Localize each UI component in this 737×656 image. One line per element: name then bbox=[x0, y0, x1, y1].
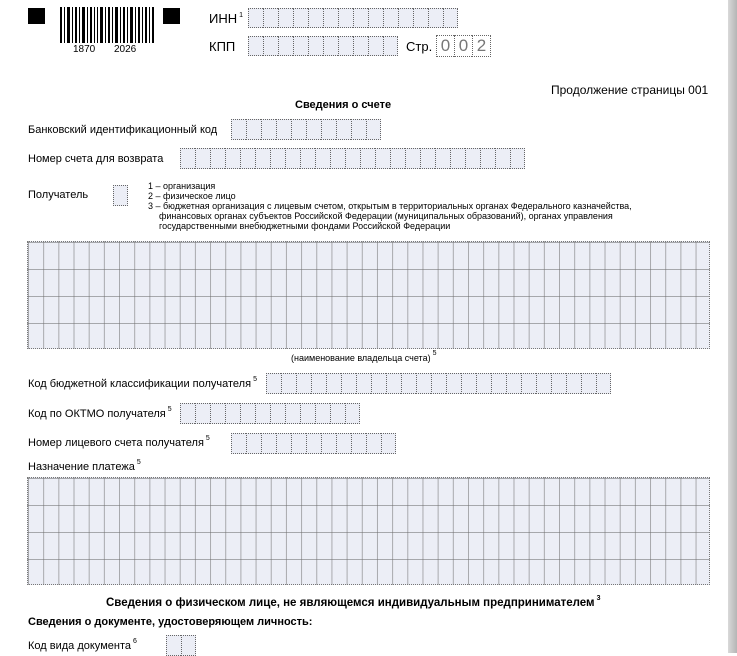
personal-account-field[interactable] bbox=[231, 433, 396, 453]
personal-account-label: Номер лицевого счета получателя $^5$ bbox=[28, 435, 210, 449]
account-number-label: Номер счета для возврата bbox=[28, 153, 164, 165]
account-number-field[interactable] bbox=[180, 148, 525, 168]
section-title-account: Сведения о счете bbox=[295, 99, 392, 111]
kbk-label: Код бюджетной классификации получателя $^5$ bbox=[28, 376, 257, 390]
recipient-field[interactable] bbox=[113, 185, 128, 205]
page-digit: 0 bbox=[436, 35, 454, 57]
recipient-label: Получатель bbox=[28, 189, 89, 201]
barcode-icon bbox=[60, 7, 154, 43]
barcode-number-left: 1870 bbox=[73, 44, 96, 55]
recipient-option-3: 3 – бюджетная организация с лицевым счетом, открытым в территориальных органах Федерального казначейства, bbox=[148, 201, 632, 211]
document-subtitle: Сведения о документе, удостоверяющем личность: bbox=[28, 616, 313, 628]
purpose-label: Назначение платежа $^5$ bbox=[28, 459, 141, 473]
inn-field[interactable] bbox=[248, 8, 458, 28]
doc-type-label: Код вида документа $^6$ bbox=[28, 638, 137, 652]
recipient-option-1: 1 – организация bbox=[148, 181, 216, 191]
inn-label: ИНН $^1$ bbox=[209, 11, 244, 26]
kbk-field[interactable] bbox=[266, 373, 611, 393]
page-edge-shadow bbox=[728, 0, 737, 653]
page-number-field bbox=[436, 35, 491, 57]
recipient-option-3-cont: государственными внебюджетными фондами Российской Федерации bbox=[159, 221, 451, 231]
page-label: Стр. bbox=[406, 39, 433, 54]
owner-caption: (наименование владельца счета) $^5$ bbox=[291, 350, 437, 363]
owner-name-field[interactable] bbox=[27, 241, 710, 349]
page-digit: 0 bbox=[454, 35, 472, 57]
section-title-person: Сведения о физическом лице, не являющемся индивидуальным предпринимателем $^3$ bbox=[106, 595, 601, 609]
kpp-field[interactable] bbox=[248, 36, 398, 56]
recipient-option-2: 2 – физическое лицо bbox=[148, 191, 236, 201]
recipient-options bbox=[148, 181, 632, 231]
bik-label: Банковский идентификационный код bbox=[28, 124, 218, 136]
bik-field[interactable] bbox=[231, 119, 381, 139]
page-digit: 2 bbox=[472, 35, 491, 57]
oktmo-label: Код по ОКТМО получателя $^5$ bbox=[28, 406, 172, 420]
kpp-label: КПП bbox=[209, 39, 236, 54]
continuation-text: Продолжение страницы 001 bbox=[551, 83, 709, 97]
oktmo-field[interactable] bbox=[180, 403, 360, 423]
recipient-option-3-cont: финансовых органах субъектов Российской Федерации (муниципальных образований), органах управления bbox=[159, 211, 613, 221]
barcode-number-right: 2026 bbox=[114, 44, 137, 55]
corner-marker-right bbox=[163, 8, 180, 24]
doc-type-field[interactable] bbox=[166, 635, 196, 655]
corner-marker-left bbox=[28, 8, 45, 24]
purpose-field[interactable] bbox=[27, 477, 710, 585]
